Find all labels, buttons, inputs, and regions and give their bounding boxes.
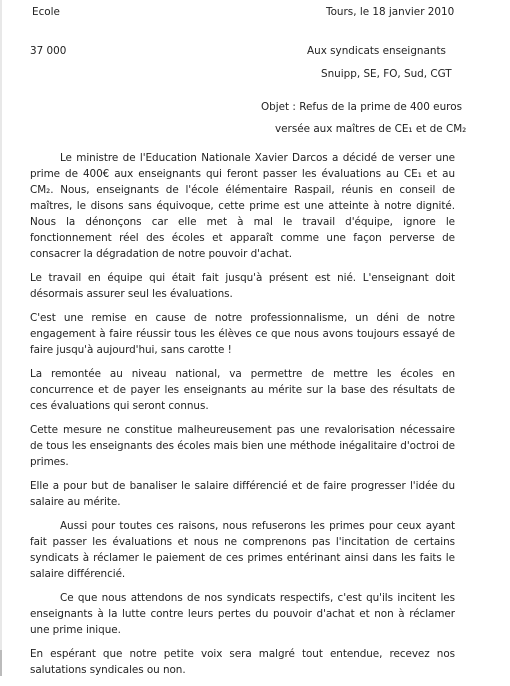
postal-code: 37 000 — [30, 45, 67, 57]
paragraph-9: En espérant que notre petite voix sera malgré tout entendue, recevez nos salutations syndicales ou non. — [30, 648, 455, 676]
letter-body — [30, 150, 455, 686]
paragraph-8: Ce que nous attendons de nos syndicats respectifs, c'est qu'ils incitent les enseignants à la lutte contre leurs pertes du pouvoir d'achat et non à réclamer une prime inique. — [30, 592, 455, 636]
recipient-line-2: Snuipp, SE, FO, Sud, CGT — [321, 68, 452, 80]
paragraph-2: Le travail en équipe qui était fait jusqu'à présent est nié. L'enseignant doit désormais assurer seul les évaluations. — [30, 272, 455, 300]
paragraph-4: La remontée au niveau national, va permettre de mettre les écoles en concurrence et de payer les enseignants au mérite sur la base des résultats de ces évaluations qui seront connus. — [30, 368, 455, 412]
paragraph-6: Elle a pour but de banaliser le salaire différencié et de faire progresser l'idée du salaire au mérite. — [30, 480, 455, 508]
subject-line-2: versée aux maîtres de CE₁ et de CM₂ — [275, 123, 467, 135]
recipient-line-1: Aux syndicats enseignants — [307, 45, 446, 57]
paragraph-7: Aussi pour toutes ces raisons, nous refuserons les primes pour ceux ayant fait passer les évaluations et nous ne comprenons pas l'incitation de certains syndicats à réclamer le paiement de ces primes entérinant ainsi dans les faits le salaire différencié. — [30, 520, 455, 580]
scan-edge — [0, 0, 2, 676]
school-label: Ecole — [32, 6, 60, 18]
subject-line-1: Objet : Refus de la prime de 400 euros — [261, 101, 462, 113]
paragraph-1: Le ministre de l'Education Nationale Xavier Darcos a décidé de verser une prime de 400€ aux enseignants qui feront passer les évaluations au CE₁ et au CM₂. Nous, enseignants de l'école élémentaire Raspail, réunis en conseil de maîtres, le disons sans équivoque, cette prime est une atteinte à notre dignité. Nous la dénonçons car elle met à mal le travail d'équipe, ignore le fonctionnement réel des écoles et apparaît comme une façon perverse de consacrer la dégradation de notre pouvoir d'achat. — [30, 152, 455, 260]
place-date: Tours, le 18 janvier 2010 — [326, 6, 455, 18]
scan-edge-mark — [0, 650, 2, 676]
paragraph-5: Cette mesure ne constitue malheureusement pas une revalorisation nécessaire de tous les enseignants des écoles mais bien une méthode inégalitaire d'octroi de primes. — [30, 424, 455, 468]
paragraph-3: C'est une remise en cause de notre professionnalisme, un déni de notre engagement à faire réussir tous les élèves ce que nous avons toujours essayé de faire jusqu'à aujourd'hui, sans carotte ! — [30, 312, 455, 356]
